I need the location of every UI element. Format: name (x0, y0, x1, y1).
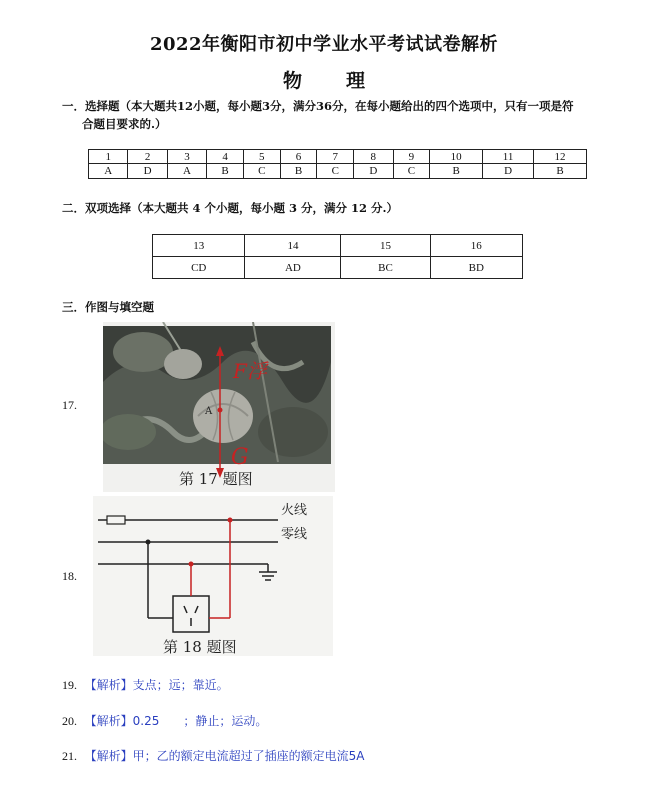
section1-number-cell: 2 (128, 150, 167, 164)
q21-tag: 【解析】 (84, 749, 133, 763)
q20-tag: 【解析】 (84, 714, 133, 728)
q17-caption: 第 17 题图 (179, 470, 253, 488)
q17-number: 17. (62, 398, 77, 412)
section1-heading-line2: 合题目要求的.） (82, 117, 167, 131)
section1-number-cell: 11 (483, 150, 534, 164)
q19-answer: 支点；远；靠近。 (132, 678, 229, 692)
section1-number-cell: 9 (393, 150, 430, 164)
section1-answer-cell: D (354, 164, 393, 179)
neutral-wire-label: 零线 (281, 527, 308, 542)
section1-answer-cell: D (128, 164, 167, 179)
section2-answer-cell: CD (153, 257, 245, 279)
q17-label-f: F浮 (233, 359, 267, 383)
section2-number-row (153, 235, 523, 257)
q17-figure (103, 322, 335, 492)
section1-answer-cell: B (207, 164, 244, 179)
section1-number-cell: 4 (207, 150, 244, 164)
section1-number-cell: 3 (167, 150, 206, 164)
section1-number-cell: 8 (354, 150, 393, 164)
section1-answer-cell: C (317, 164, 354, 179)
section1-answer-table (88, 149, 587, 179)
section1-answer-cell: A (89, 164, 128, 179)
section2-answer-cell: AD (245, 257, 341, 279)
section1-heading-line1: 一．选择题（本大题共12小题，每小题3分，满分36分，在每小题给出的四个选项中，只有一项是符 (62, 99, 574, 113)
q19-line (62, 676, 229, 693)
section1-number-row (89, 150, 587, 164)
live-wire-label: 火线 (281, 503, 308, 518)
section2-heading: 二．双项选择（本大题共 4 个小题，每小题 3 分，满分 12 分.） (62, 201, 399, 215)
section1-answer-cell: A (167, 164, 206, 179)
q20-answer: 0.25 ；静止；运动。 (132, 714, 268, 728)
section1-number-cell: 5 (243, 150, 280, 164)
q18-figure (93, 496, 333, 656)
section2-number-cell: 15 (341, 235, 430, 257)
q20-line (62, 712, 267, 729)
circuit-diagram (93, 496, 333, 656)
section2-answer-cell: BD (430, 257, 523, 279)
section2-answer-row (153, 257, 523, 279)
section1-number-cell: 6 (280, 150, 317, 164)
section1-answer-cell: D (483, 164, 534, 179)
section3-heading: 三．作图与填空题 (62, 300, 154, 314)
section1-answer-cell: C (243, 164, 280, 179)
section1-number-cell: 7 (317, 150, 354, 164)
subject-char-1: 物 (282, 70, 302, 92)
q17-label-g: G (231, 445, 249, 470)
section1-number-cell: 12 (534, 150, 587, 164)
subject-title (0, 66, 648, 93)
q21-answer: 甲；乙的额定电流超过了插座的额定电流5A (132, 749, 365, 763)
section1-answer-cell: B (280, 164, 317, 179)
pumpkin-photo (103, 322, 335, 492)
q17-label-a: A (205, 406, 213, 417)
socket-icon (173, 596, 209, 632)
page-title: 2022年衡阳市初中学业水平考试试卷解析 (149, 34, 499, 55)
section2-number-cell: 16 (430, 235, 523, 257)
section1-answer-cell: C (393, 164, 430, 179)
q21-line (62, 747, 365, 764)
subject-char-2: 理 (346, 70, 366, 92)
q19-tag: 【解析】 (84, 678, 133, 692)
section1-number-cell: 1 (89, 150, 128, 164)
section1-answer-row (89, 164, 587, 179)
fuse-icon (107, 516, 125, 524)
section1-number-cell: 10 (430, 150, 483, 164)
section1-answer-cell: B (430, 164, 483, 179)
section1-answer-cell: B (534, 164, 587, 179)
q21-number: 21. (62, 749, 77, 763)
section2-answer-cell: BC (341, 257, 430, 279)
q18-number: 18. (62, 569, 77, 583)
q20-number: 20. (62, 714, 77, 728)
section2-number-cell: 14 (245, 235, 341, 257)
force-point (218, 408, 223, 413)
section2-number-cell: 13 (153, 235, 245, 257)
q18-caption: 第 18 题图 (163, 638, 237, 656)
section1-heading (62, 97, 622, 133)
q19-number: 19. (62, 678, 77, 692)
section2-answer-table (152, 234, 523, 279)
